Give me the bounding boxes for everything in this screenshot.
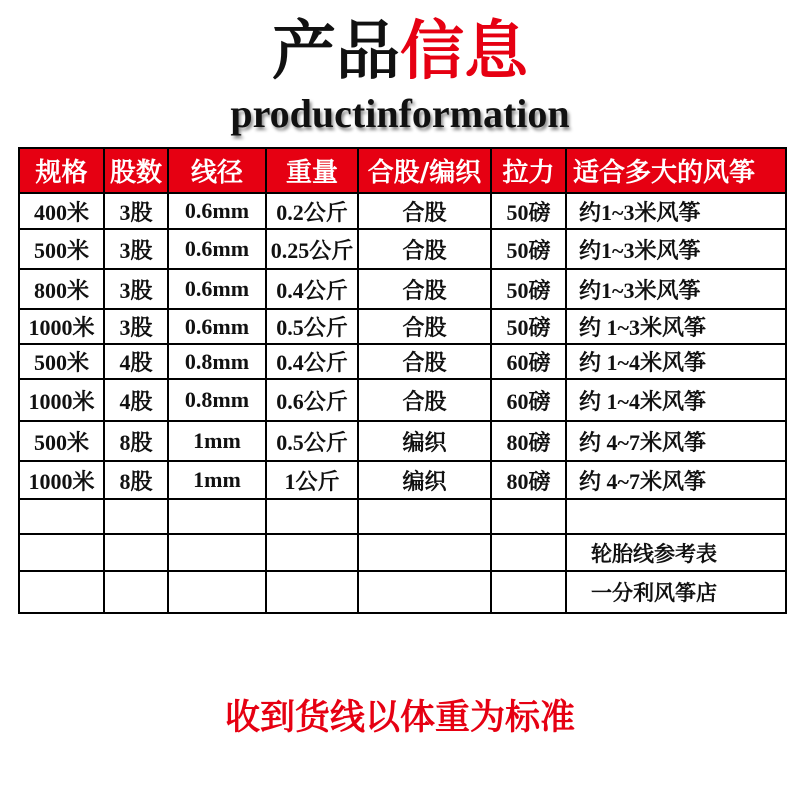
cell-kite-size: 约 4~7米风筝 [566, 461, 786, 499]
cell-type: 合股 [358, 193, 491, 229]
cell-length: 800米 [19, 269, 104, 309]
cell-type: 合股 [358, 269, 491, 309]
cell-diameter: 0.6mm [168, 193, 266, 229]
cell-weight: 0.4公斤 [266, 344, 358, 379]
cell-tension [491, 571, 566, 613]
header-strands: 股数 [104, 148, 168, 193]
cell-kite-size: 约 1~4米风筝 [566, 344, 786, 379]
cell-weight [266, 534, 358, 571]
cell-weight: 0.4公斤 [266, 269, 358, 309]
cell-diameter: 1mm [168, 461, 266, 499]
cell-weight [266, 499, 358, 534]
cell-kite-size: 约1~3米风筝 [566, 269, 786, 309]
header-type: 合股/编织 [358, 148, 491, 193]
cell-tension: 80磅 [491, 461, 566, 499]
cell-type [358, 534, 491, 571]
cell-diameter: 1mm [168, 421, 266, 461]
cell-tension: 60磅 [491, 379, 566, 421]
header-tension: 拉力 [491, 148, 566, 193]
cell-tension [491, 534, 566, 571]
cell-weight: 0.6公斤 [266, 379, 358, 421]
cell-tension [491, 499, 566, 534]
cell-tension: 50磅 [491, 229, 566, 269]
cell-strands: 8股 [104, 461, 168, 499]
cell-kite-size [566, 499, 786, 534]
cell-strands: 3股 [104, 229, 168, 269]
table-row [19, 193, 786, 229]
cell-diameter: 0.8mm [168, 379, 266, 421]
header-spec: 规格 [19, 148, 104, 193]
cell-length: 500米 [19, 344, 104, 379]
page-subtitle: productinformation [230, 91, 570, 136]
cell-tension: 50磅 [491, 309, 566, 344]
cell-length: 500米 [19, 421, 104, 461]
cell-diameter [168, 499, 266, 534]
cell-type: 合股 [358, 229, 491, 269]
cell-type: 合股 [358, 379, 491, 421]
cell-length: 1000米 [19, 309, 104, 344]
cell-length [19, 499, 104, 534]
cell-weight [266, 571, 358, 613]
cell-type: 合股 [358, 344, 491, 379]
cell-tension: 50磅 [491, 193, 566, 229]
cell-strands [104, 499, 168, 534]
cell-strands [104, 571, 168, 613]
cell-diameter: 0.6mm [168, 229, 266, 269]
cell-strands: 3股 [104, 193, 168, 229]
table-row [19, 229, 786, 269]
table-row [19, 379, 786, 421]
cell-strands [104, 534, 168, 571]
cell-length: 500米 [19, 229, 104, 269]
cell-strands: 8股 [104, 421, 168, 461]
spec-table [18, 147, 787, 614]
cell-tension: 50磅 [491, 269, 566, 309]
cell-strands: 3股 [104, 269, 168, 309]
cell-length: 400米 [19, 193, 104, 229]
table-row-empty [19, 499, 786, 534]
cell-weight: 0.25公斤 [266, 229, 358, 269]
cell-kite-size: 约 1~4米风筝 [566, 379, 786, 421]
weight-standard-note: 收到货线以体重为标准 [224, 698, 575, 738]
title-part-black: 产品 [272, 15, 400, 89]
cell-length: 1000米 [19, 379, 104, 421]
reference-table-note: 轮胎线参考表 [566, 534, 786, 571]
header-weight: 重量 [266, 148, 358, 193]
cell-diameter: 0.6mm [168, 269, 266, 309]
cell-length [19, 534, 104, 571]
cell-weight: 1公斤 [266, 461, 358, 499]
cell-tension: 80磅 [491, 421, 566, 461]
cell-length: 1000米 [19, 461, 104, 499]
header-kite-size: 适合多大的风筝 [566, 148, 786, 193]
cell-weight: 0.2公斤 [266, 193, 358, 229]
cell-kite-size: 约1~3米风筝 [566, 193, 786, 229]
cell-tension: 60磅 [491, 344, 566, 379]
cell-weight: 0.5公斤 [266, 421, 358, 461]
cell-kite-size: 约 4~7米风筝 [566, 421, 786, 461]
cell-type [358, 499, 491, 534]
table-header-row [19, 148, 786, 193]
cell-type: 合股 [358, 309, 491, 344]
cell-kite-size: 约1~3米风筝 [566, 229, 786, 269]
cell-kite-size: 约 1~3米风筝 [566, 309, 786, 344]
shop-name: 一分利风筝店 [566, 571, 786, 613]
table-row-note [19, 571, 786, 613]
table-row [19, 344, 786, 379]
header-diameter: 线径 [168, 148, 266, 193]
cell-type: 编织 [358, 461, 491, 499]
cell-strands: 4股 [104, 379, 168, 421]
cell-strands: 4股 [104, 344, 168, 379]
cell-strands: 3股 [104, 309, 168, 344]
cell-diameter [168, 571, 266, 613]
page-title [0, 16, 800, 88]
cell-weight: 0.5公斤 [266, 309, 358, 344]
cell-type [358, 571, 491, 613]
cell-length [19, 571, 104, 613]
table-row [19, 309, 786, 344]
table-row [19, 269, 786, 309]
title-part-red: 信息 [400, 15, 528, 89]
table-row [19, 461, 786, 499]
table-row-note [19, 534, 786, 571]
cell-diameter: 0.8mm [168, 344, 266, 379]
table-row [19, 421, 786, 461]
cell-diameter [168, 534, 266, 571]
cell-type: 编织 [358, 421, 491, 461]
cell-diameter: 0.6mm [168, 309, 266, 344]
